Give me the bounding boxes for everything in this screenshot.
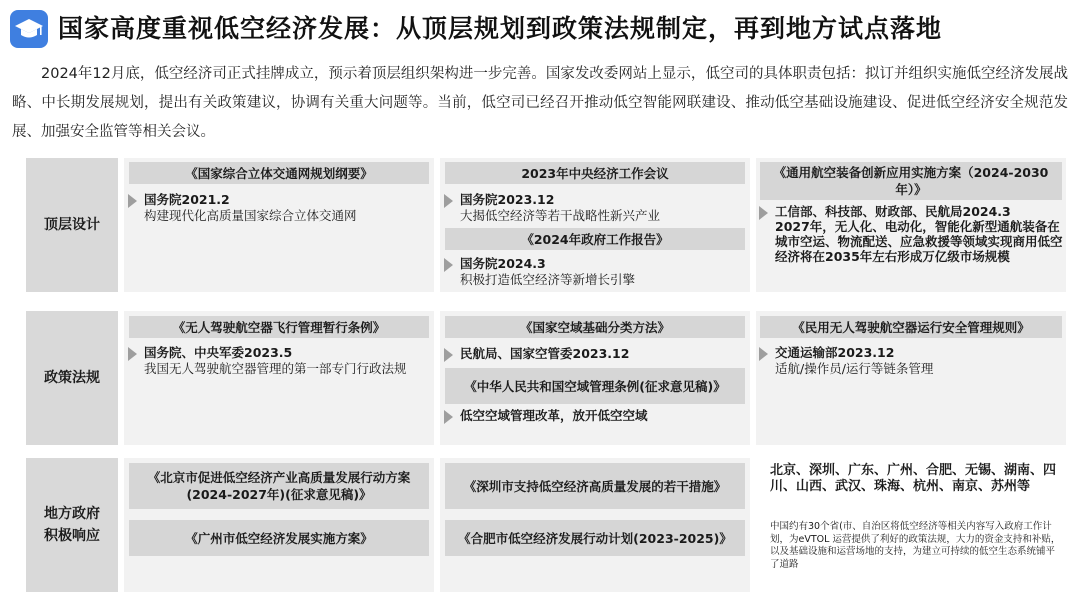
- item-gov-report: 国务院2024.3 积极打造低空经济等新增长引擎: [460, 256, 744, 288]
- arrow-icon: [444, 258, 453, 272]
- box-title-econ-conference: 2023年中央经济工作会议: [445, 162, 745, 184]
- item-uav-regulation: 国务院、中央军委2023.5 我国无人驾驶航空器管理的第一部专门行政法规: [144, 345, 428, 377]
- box-title-guangzhou-plan: 《广州市低空经济发展实施方案》: [129, 520, 429, 556]
- arrow-icon: [444, 410, 453, 424]
- provinces-note: 中国约有30个省(市、自治区将低空经济等相关内容写入政府工作计划，为eVTOL 运营提供了利好的政策法规，大力的资金支持和补贴，以及基础设施和运营场地的支持，为建立可持续的低空生态系统铺平了道路: [770, 521, 1061, 570]
- item-airspace-regulation: 低空空域管理改革，放开低空空域: [460, 408, 744, 424]
- box-title-airspace-regulation: 《中华人民共和国空域管理条例(征求意见稿)》: [445, 368, 745, 404]
- item-civil-uav-rules: 交通运输部2023.12 适航/操作员/运行等链条管理: [775, 345, 1063, 377]
- arrow-icon: [444, 348, 453, 362]
- arrow-icon: [759, 347, 768, 361]
- intro-paragraph: 2024年12月底，低空经济司正式挂牌成立，预示着顶层组织架构进一步完善。国家发改委网站上显示，低空司的具体职责包括：拟订并组织实施低空经济发展战略、中长期发展规划，提出有关政策建议，协调有关重大问题等。当前，低空司已经召开推动低空智能网联建设、推动低空基础设施建设、促进低空经济安全规范发展、加强安全监管等相关会议。: [12, 66, 1068, 140]
- row-label-policy: 政策法规: [26, 311, 118, 445]
- arrow-icon: [444, 194, 453, 208]
- page-title: 国家高度重视低空经济发展：从顶层规划到政策法规制定，再到地方试点落地: [58, 14, 943, 43]
- box-title-uav-regulation: 《无人驾驶航空器飞行管理暂行条例》: [129, 316, 429, 338]
- row-label-top-design: 顶层设计: [26, 158, 118, 292]
- box-title-gov-report: 《2024年政府工作报告》: [445, 228, 745, 250]
- item-econ-conference: 国务院2023.12 大揭低空经济等若干战略性新兴产业: [460, 192, 744, 224]
- arrow-icon: [128, 194, 137, 208]
- arrow-icon: [128, 347, 137, 361]
- box-title-transport-plan: 《国家综合立体交通网规划纲要》: [129, 162, 429, 184]
- box-title-civil-uav-rules: 《民用无人驾驶航空器运行安全管理规则》: [760, 316, 1062, 338]
- box-title-aviation-plan: 《通用航空装备创新应用实施方案（2024-2030年）》: [760, 162, 1062, 200]
- item-aviation-plan: 工信部、科技部、财政部、民航局2024.3 2027年，无人化、电动化，智能化新型通航装备在城市空运、物流配送、应急救援等领域实现商用低空经济将在2035年左右形成万亿级市场规模: [775, 204, 1063, 264]
- box-title-shenzhen-measures: 《深圳市支持低空经济高质量发展的若干措施》: [445, 463, 745, 509]
- city-list: 北京、深圳、广东、广州、合肥、无锡、湖南、四川、山西、武汉、珠海、杭州、南京、苏州等: [770, 463, 1057, 494]
- arrow-icon: [759, 206, 768, 220]
- box-title-hefei-plan: 《合肥市低空经济发展行动计划(2023-2025)》: [445, 520, 745, 556]
- row-label-local: 地方政府积极响应: [26, 458, 118, 592]
- box-title-airspace-classification: 《国家空域基础分类方法》: [445, 316, 745, 338]
- item-airspace-classification: 民航局、国家空管委2023.12: [460, 346, 744, 362]
- box-title-beijing-plan: 《北京市促进低空经济产业高质量发展行动方案(2024-2027年)(征求意见稿)》: [129, 463, 429, 509]
- graduation-cap-icon: [10, 10, 48, 48]
- item-transport-plan: 国务院2021.2 构建现代化高质量国家综合立体交通网: [144, 192, 428, 224]
